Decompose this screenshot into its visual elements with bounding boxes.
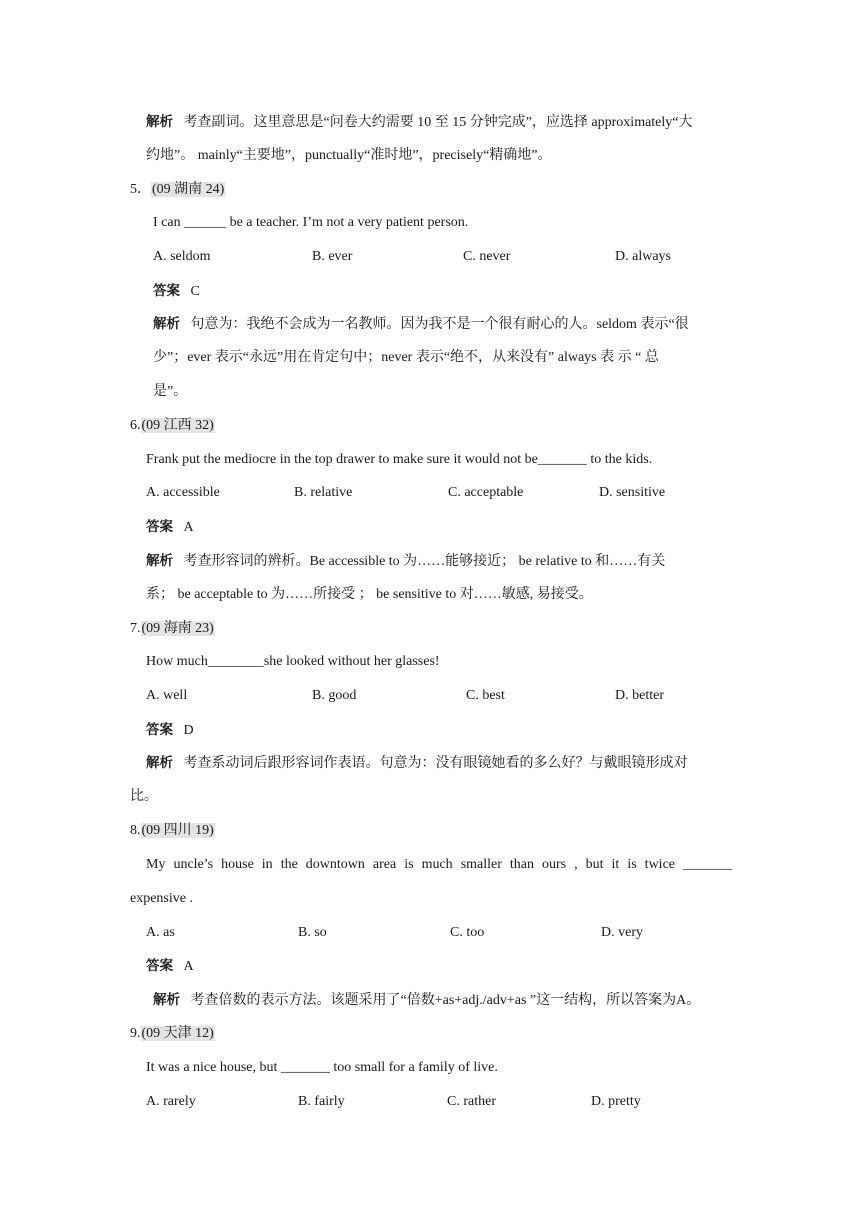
q7-header bbox=[130, 619, 215, 639]
q8-header bbox=[130, 821, 215, 841]
analysis-text: 考查系动词后跟形容词作表语。句意为：没有眼镜她看的多么好？与戴眼镜形成对 bbox=[183, 756, 688, 771]
answer-label: 答案 bbox=[146, 958, 173, 974]
analysis-text: 考查倍数的表示方法。该题采用了“倍数+as+adj./adv+as ”这一结构，所以答案为A。 bbox=[190, 993, 701, 1008]
analysis-label: 解析 bbox=[153, 316, 180, 332]
q7-option-c: C. best bbox=[466, 688, 505, 703]
answer-label: 答案 bbox=[153, 283, 180, 299]
analysis-label: 解析 bbox=[146, 553, 173, 569]
q6-option-a: A. accessible bbox=[146, 485, 220, 500]
q8-option-c: C. too bbox=[450, 925, 485, 940]
q5-analysis-line2: 少”；ever 表示“永远”用在肯定句中；never 表示“绝不，从来没有” always 表 示 “ 总 bbox=[153, 350, 659, 365]
q9-option-a: A. rarely bbox=[146, 1094, 196, 1109]
q6-analysis-line2: 系； be acceptable to 为……所接受 ； be sensitive to 对……敏感, 易接受。 bbox=[146, 587, 593, 602]
q5-header bbox=[130, 180, 225, 200]
analysis-text: 考查形容词的辨析。Be accessible to 为……能够接近； be relative to 和……有关 bbox=[183, 554, 666, 569]
q9-stem: It was a nice house, but _______ too small for a family of live. bbox=[146, 1060, 498, 1075]
analysis-text: 考查副词。这里意思是“问卷大约需要 10 至 15 分钟完成”，应选择 approximately“大 bbox=[183, 115, 693, 130]
q6-option-d: D. sensitive bbox=[599, 485, 666, 500]
answer-value: D bbox=[183, 723, 194, 738]
answer-label: 答案 bbox=[146, 519, 173, 535]
q7-option-d: D. better bbox=[615, 688, 664, 703]
question-source: (09 海南 23) bbox=[141, 621, 214, 636]
q5-answer bbox=[153, 281, 200, 302]
q8-answer bbox=[146, 956, 194, 977]
q5-stem: I can ______ be a teacher. I’m not a very patient person. bbox=[153, 215, 469, 230]
q7-analysis-line2: 比。 bbox=[130, 789, 158, 804]
q6-stem: Frank put the mediocre in the top drawer to make sure it would not be_______ to the kids. bbox=[146, 452, 653, 467]
q9-header bbox=[130, 1024, 215, 1044]
q6-option-c: C. acceptable bbox=[448, 485, 524, 500]
question-number: 9. bbox=[130, 1026, 141, 1041]
answer-value: C bbox=[190, 284, 200, 299]
answer-label: 答案 bbox=[146, 722, 173, 738]
question-source: (09 湖南 24) bbox=[152, 182, 225, 197]
q9-option-d: D. pretty bbox=[591, 1094, 641, 1109]
q5-option-b: B. ever bbox=[312, 249, 353, 264]
analysis-label: 解析 bbox=[146, 114, 173, 130]
answer-value: A bbox=[183, 959, 194, 974]
q8-analysis-line1 bbox=[153, 990, 700, 1011]
question-source: (09 天津 12) bbox=[141, 1026, 214, 1041]
q7-option-b: B. good bbox=[312, 688, 357, 703]
q9-option-c: C. rather bbox=[447, 1094, 496, 1109]
q8-option-d: D. very bbox=[601, 925, 643, 940]
analysis-label: 解析 bbox=[146, 755, 173, 771]
q6-analysis-line1 bbox=[146, 551, 665, 572]
q6-header bbox=[130, 416, 215, 436]
q5-option-d: D. always bbox=[615, 249, 671, 264]
q8-option-b: B. so bbox=[298, 925, 327, 940]
question-source: (09 四川 19) bbox=[141, 823, 214, 838]
q5-option-a: A. seldom bbox=[153, 249, 211, 264]
q8-option-a: A. as bbox=[146, 925, 175, 940]
q7-option-a: A. well bbox=[146, 688, 188, 703]
analysis-label: 解析 bbox=[153, 992, 180, 1008]
q5-analysis-line1 bbox=[153, 314, 689, 335]
analysis-text: 句意为：我绝不会成为一名教师。因为我不是一个很有耐心的人。seldom 表示“很 bbox=[190, 317, 689, 332]
question-number: 5． bbox=[130, 182, 151, 197]
q4-analysis-line2: 约地”。 mainly“主要地”，punctually“准时地”，precisely“精确地”。 bbox=[146, 148, 552, 163]
q4-analysis-line1 bbox=[146, 112, 693, 133]
question-source: (09 江西 32) bbox=[141, 418, 214, 433]
q8-stem-line2: expensive . bbox=[130, 891, 193, 906]
q9-option-b: B. fairly bbox=[298, 1094, 345, 1109]
question-number: 8. bbox=[130, 823, 141, 838]
answer-value: A bbox=[183, 520, 194, 535]
q5-option-c: C. never bbox=[463, 249, 511, 264]
q8-stem-line1: My uncle’s house in the downtown area is much smaller than ours , but it is twice _______ bbox=[146, 857, 732, 872]
q7-answer bbox=[146, 720, 194, 741]
q6-answer bbox=[146, 517, 194, 538]
q7-stem: How much________she looked without her glasses! bbox=[146, 654, 440, 669]
q7-analysis-line1 bbox=[146, 753, 688, 774]
q6-option-b: B. relative bbox=[294, 485, 353, 500]
q5-analysis-line3: 是”。 bbox=[153, 384, 188, 399]
question-number: 7. bbox=[130, 621, 141, 636]
question-number: 6. bbox=[130, 418, 141, 433]
